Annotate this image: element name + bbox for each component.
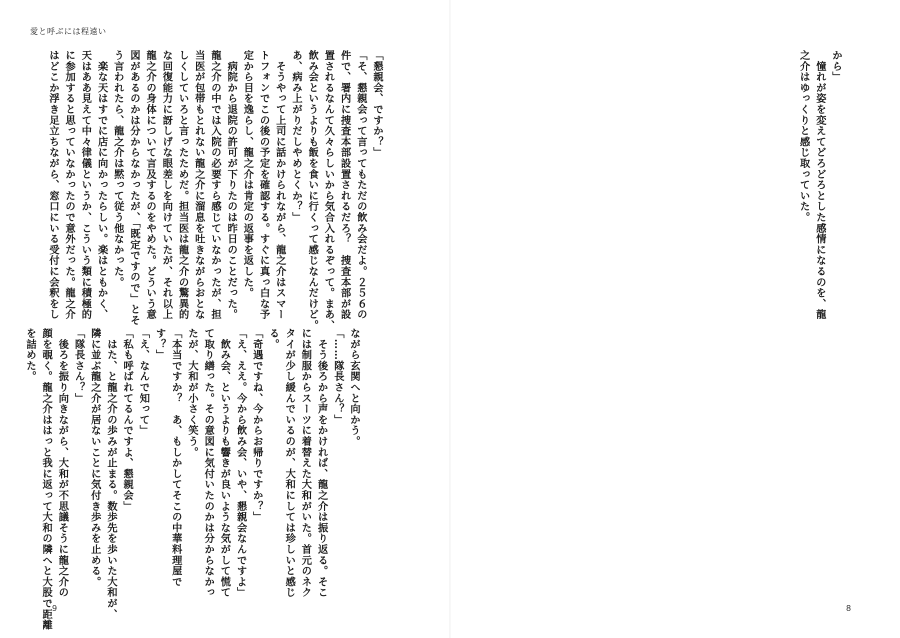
right-upper-line: から」: [830, 50, 842, 83]
right-upper-line: 之介はゆっくりと感じ取っていた。: [797, 50, 810, 223]
left-lower-line: 「……隊長さん？」: [331, 328, 344, 426]
left-lower-line: 「私も呼ばれてるんですよ、懇親会」: [121, 328, 134, 512]
right-page-upper-text: [724, 50, 844, 320]
left-lower-line: を詰めた。: [23, 328, 36, 382]
left-lower-line: 顔を覗く。龍之介ははっと我に返って大和の隣へと大股で距離: [40, 328, 53, 631]
left-upper-line: 楽な天はすでに店に向かったらしい。楽はともかく、: [95, 50, 108, 320]
left-lower-line: タイが少し緩んでいるのが、大和にしては珍しいと感じ: [283, 328, 296, 598]
left-upper-line: 件で、署内に捜査本部設置されるだろ？ 捜査本部が設: [338, 50, 351, 320]
left-lower-line: 「奇遇ですね、今からお帰りですか？」: [250, 328, 263, 523]
left-upper-line: 当医が包帯もとれない龍之介に溜息を吐きながらおとな: [192, 50, 205, 320]
left-upper-line: 病院から退院の許可が下りたのは昨日のことだった。: [225, 50, 238, 320]
left-lower-line: そう後ろから声をかければ、龍之介は振り返る。そこ: [315, 328, 328, 598]
left-upper-line: 龍之介の中では入院の必要すら感じていなかったが、担: [208, 50, 221, 320]
left-page-upper-text: [45, 50, 385, 331]
left-upper-line: 飲み会というよりも飯を食いに行くって感じなんだけど。: [306, 50, 319, 331]
left-lower-line: 「隊長さん？」: [72, 328, 85, 404]
left-upper-line: はどこか浮き足立ちながら、窓口にいる受付に会釈をし: [46, 50, 59, 320]
left-lower-line: 「え、なんで知って」: [137, 328, 150, 436]
page-number-right: 8: [846, 604, 852, 613]
left-upper-line: 図があるのかは分からなかったが、「既定ですので」とそ: [127, 50, 140, 326]
left-upper-line: トフォンでこの後の予定を確認する。すぐに真っ白な予: [257, 50, 270, 320]
left-page-lower-text: [23, 328, 362, 631]
left-lower-line: 飲み会、というよりも響きが良いような気がして慌て: [218, 328, 231, 598]
left-lower-line: はた、と龍之介の歩みが止まる。数歩先を歩いた大和が、: [104, 328, 117, 620]
left-upper-line: 「懇親会、ですか？」: [371, 50, 383, 158]
page-number-left: 9: [52, 604, 58, 613]
running-header: 愛と呼ぶには程遠い: [30, 27, 107, 36]
left-upper-line: 定から目を逸らし、龍之介は肯定の返事を返した。: [241, 50, 254, 299]
right-page: [450, 0, 900, 638]
left-upper-line: しくしていろと言ったためだ。担当医は龍之介の驚異的: [176, 50, 189, 320]
right-upper-line: 憧れが姿を変えてどろどろとした感情になるのを、龍: [813, 50, 826, 320]
left-upper-line: あ、病み上がりだしやめとくか？」: [289, 50, 302, 223]
left-upper-line: 天はああ見えて中々律儀というか、こういう類に積極的: [79, 50, 92, 320]
left-upper-line: 「そ、懇親会って言ってもただの飲み会だよ。２５６の: [354, 50, 367, 320]
left-lower-line: る。: [266, 328, 279, 350]
left-lower-line: 後ろを振り向きながら、大和が不思議そうに龍之介の: [56, 328, 69, 598]
left-lower-line: ながら玄関へと向かう。: [348, 328, 360, 447]
left-lower-line: たが、大和が小さく笑う。: [185, 328, 198, 458]
left-upper-line: そうやって上司に話かけられながら、龍之介はスマー: [273, 50, 286, 320]
left-lower-line: 隣に並ぶ龍之介が居ないことに気付き歩みを止める。: [88, 328, 101, 588]
left-lower-line: て取り繕った。その意図に気付いたのかは分からなかっ: [202, 328, 215, 598]
left-lower-line: 「本当ですか？ あ、もしかしてそこの中華料理屋で: [169, 328, 182, 588]
left-lower-line: 「え、ええ。今から飲み会、いや、懇親会なんですよ」: [234, 328, 247, 598]
left-lower-line: す？」: [153, 328, 166, 361]
left-upper-line: に参加すると思っていなかったので意外だった。龍之介: [63, 50, 76, 320]
left-upper-line: 置されるなんて久々らしいから気合入れるぞって。まあ、: [322, 50, 335, 331]
left-upper-line: な回復能力に訝しげな眼差しを向けていたが、それ以上: [160, 50, 173, 320]
left-upper-line: 龍之介の身体について言及するのをやめた。どういう意: [144, 50, 157, 320]
left-upper-line: う言われたら、龍之介は黙って従う他なかった。: [111, 50, 124, 288]
left-lower-line: には制服からスーツに着替えた大和がいた。首元のネク: [299, 328, 312, 598]
